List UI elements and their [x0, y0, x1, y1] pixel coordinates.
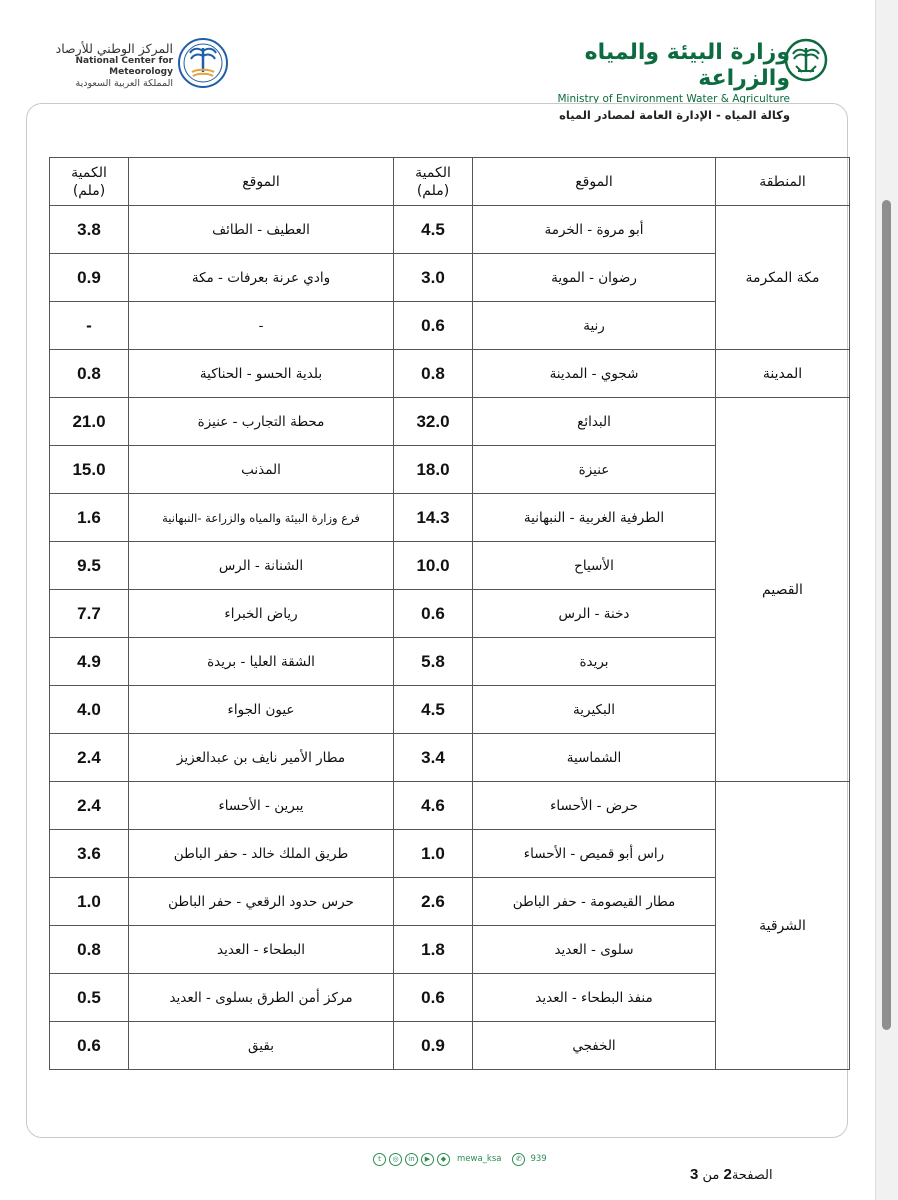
location-cell: فرع وزارة البيئة والمياه والزراعة -النبهانية [129, 494, 394, 542]
ncm-title-en: National Center for Meteorology [75, 56, 173, 77]
location-cell: راس أبو قميص - الأحساء [473, 830, 716, 878]
location-cell: مطار الأمير نايف بن عبدالعزيز [129, 734, 394, 782]
table-header-row [50, 158, 850, 206]
location-cell: الشنانة - الرس [129, 542, 394, 590]
location-cell: الأسياح [473, 542, 716, 590]
header-amount-1 [394, 158, 473, 206]
rainfall-table [49, 157, 850, 1070]
amount-cell: 0.9 [394, 1022, 473, 1070]
table-body [50, 206, 850, 1070]
amount-cell: 0.6 [394, 974, 473, 1022]
amount-cell: 1.6 [50, 494, 129, 542]
amount-cell: 2.4 [50, 782, 129, 830]
header-amount-line2: (ملم) [72, 182, 106, 199]
phone-number[interactable]: 939 [530, 1154, 547, 1164]
location-cell: الشماسية [473, 734, 716, 782]
table-row [50, 206, 850, 254]
location-cell: مطار القيصومة - حفر الباطن [473, 878, 716, 926]
location-cell: رياض الخبراء [129, 590, 394, 638]
location-cell: مركز أمن الطرق بسلوى - العديد [129, 974, 394, 1022]
location-cell: بريدة [473, 638, 716, 686]
region-cell: المدينة [716, 350, 850, 398]
amount-cell: - [50, 302, 129, 350]
ncm-country-ar: المملكة العربية السعودية [75, 78, 173, 89]
footer-social [373, 1152, 547, 1166]
amount-cell: 4.9 [50, 638, 129, 686]
table-row [50, 350, 850, 398]
amount-cell: 4.5 [394, 206, 473, 254]
mewa-palm-logo-icon [784, 38, 828, 82]
amount-cell: 32.0 [394, 398, 473, 446]
amount-cell: 9.5 [50, 542, 129, 590]
page-of: من [702, 1168, 720, 1183]
amount-cell: 2.4 [50, 734, 129, 782]
page-label: الصفحة [731, 1168, 773, 1183]
twitter-icon[interactable]: t [373, 1153, 386, 1166]
location-cell: بلدية الحسو - الحناكية [129, 350, 394, 398]
snapchat-icon[interactable]: ◆ [437, 1153, 450, 1166]
location-cell: حرس حدود الرقعي - حفر الباطن [129, 878, 394, 926]
location-cell: عنيزة [473, 446, 716, 494]
location-cell: بقيق [129, 1022, 394, 1070]
location-cell: المذنب [129, 446, 394, 494]
amount-cell: 0.8 [50, 926, 129, 974]
amount-cell: 3.8 [50, 206, 129, 254]
region-cell: الشرقية [716, 782, 850, 1070]
location-cell: البطحاء - العديد [129, 926, 394, 974]
location-cell: أبو مروة - الخرمة [473, 206, 716, 254]
amount-cell: 5.8 [394, 638, 473, 686]
amount-cell: 2.6 [394, 878, 473, 926]
location-cell: الخفجي [473, 1022, 716, 1070]
ncm-logo-icon [176, 36, 230, 90]
header-amount-line2: (ملم) [416, 182, 450, 199]
ncm-header [38, 42, 173, 90]
amount-cell: 18.0 [394, 446, 473, 494]
location-cell: البكيرية [473, 686, 716, 734]
amount-cell: 0.6 [50, 1022, 129, 1070]
linkedin-icon[interactable]: in [405, 1153, 418, 1166]
location-cell: الشقة العليا - بريدة [129, 638, 394, 686]
location-cell: الطرفية الغربية - النبهانية [473, 494, 716, 542]
instagram-icon[interactable]: ◎ [389, 1153, 402, 1166]
amount-cell: 1.0 [50, 878, 129, 926]
location-cell: العطيف - الطائف [129, 206, 394, 254]
amount-cell: 4.6 [394, 782, 473, 830]
page-current: 2 [723, 1166, 732, 1183]
amount-cell: 0.6 [394, 302, 473, 350]
amount-cell: 4.0 [50, 686, 129, 734]
header-amount-line1: الكمية [415, 164, 451, 181]
location-cell: يبرين - الأحساء [129, 782, 394, 830]
ministry-title-ar: وزارة البيئة والمياه والزراعة [584, 40, 790, 91]
amount-cell: 3.0 [394, 254, 473, 302]
location-cell: منفذ البطحاء - العديد [473, 974, 716, 1022]
location-cell: دخنة - الرس [473, 590, 716, 638]
amount-cell: 4.5 [394, 686, 473, 734]
location-cell: - [129, 302, 394, 350]
location-cell: رضوان - الموية [473, 254, 716, 302]
region-cell: القصيم [716, 398, 850, 782]
department-title: وكالة المياه - الإدارة العامة لمصادر المياه [559, 108, 790, 122]
page-number [690, 1166, 773, 1183]
header-location-1: الموقع [473, 158, 716, 206]
amount-cell: 0.5 [50, 974, 129, 1022]
youtube-icon[interactable]: ▶ [421, 1153, 434, 1166]
amount-cell: 0.6 [394, 590, 473, 638]
amount-cell: 1.8 [394, 926, 473, 974]
scrollbar-thumb[interactable] [882, 200, 891, 1030]
amount-cell: 0.9 [50, 254, 129, 302]
amount-cell: 10.0 [394, 542, 473, 590]
amount-cell: 7.7 [50, 590, 129, 638]
header-amount-2 [50, 158, 129, 206]
location-cell: البدائع [473, 398, 716, 446]
location-cell: طريق الملك خالد - حفر الباطن [129, 830, 394, 878]
location-cell: وادي عرنة بعرفات - مكة [129, 254, 394, 302]
location-cell: عيون الجواء [129, 686, 394, 734]
header-amount-line1: الكمية [71, 164, 107, 181]
location-cell: سلوى - العديد [473, 926, 716, 974]
amount-cell: 0.8 [394, 350, 473, 398]
ncm-title-ar: المركز الوطني للأرصاد [55, 41, 173, 56]
amount-cell: 15.0 [50, 446, 129, 494]
location-cell: حرض - الأحساء [473, 782, 716, 830]
table-row [50, 782, 850, 830]
amount-cell: 3.6 [50, 830, 129, 878]
header-region: المنطقة [716, 158, 850, 206]
location-cell: شجوي - المدينة [473, 350, 716, 398]
amount-cell: 21.0 [50, 398, 129, 446]
page-total: 3 [690, 1166, 699, 1183]
amount-cell: 1.0 [394, 830, 473, 878]
location-cell: محطة التجارب - عنيزة [129, 398, 394, 446]
region-cell: مكة المكرمة [716, 206, 850, 350]
amount-cell: 3.4 [394, 734, 473, 782]
social-handle[interactable]: mewa_ksa [457, 1154, 502, 1164]
table-row [50, 398, 850, 446]
ministry-title-en: Ministry of Environment Water & Agriculture [557, 93, 790, 105]
header-location-2: الموقع [129, 158, 394, 206]
amount-cell: 0.8 [50, 350, 129, 398]
vertical-scrollbar[interactable] [875, 0, 898, 1200]
location-cell: رنية [473, 302, 716, 350]
whatsapp-icon[interactable]: ✆ [512, 1153, 525, 1166]
amount-cell: 14.3 [394, 494, 473, 542]
